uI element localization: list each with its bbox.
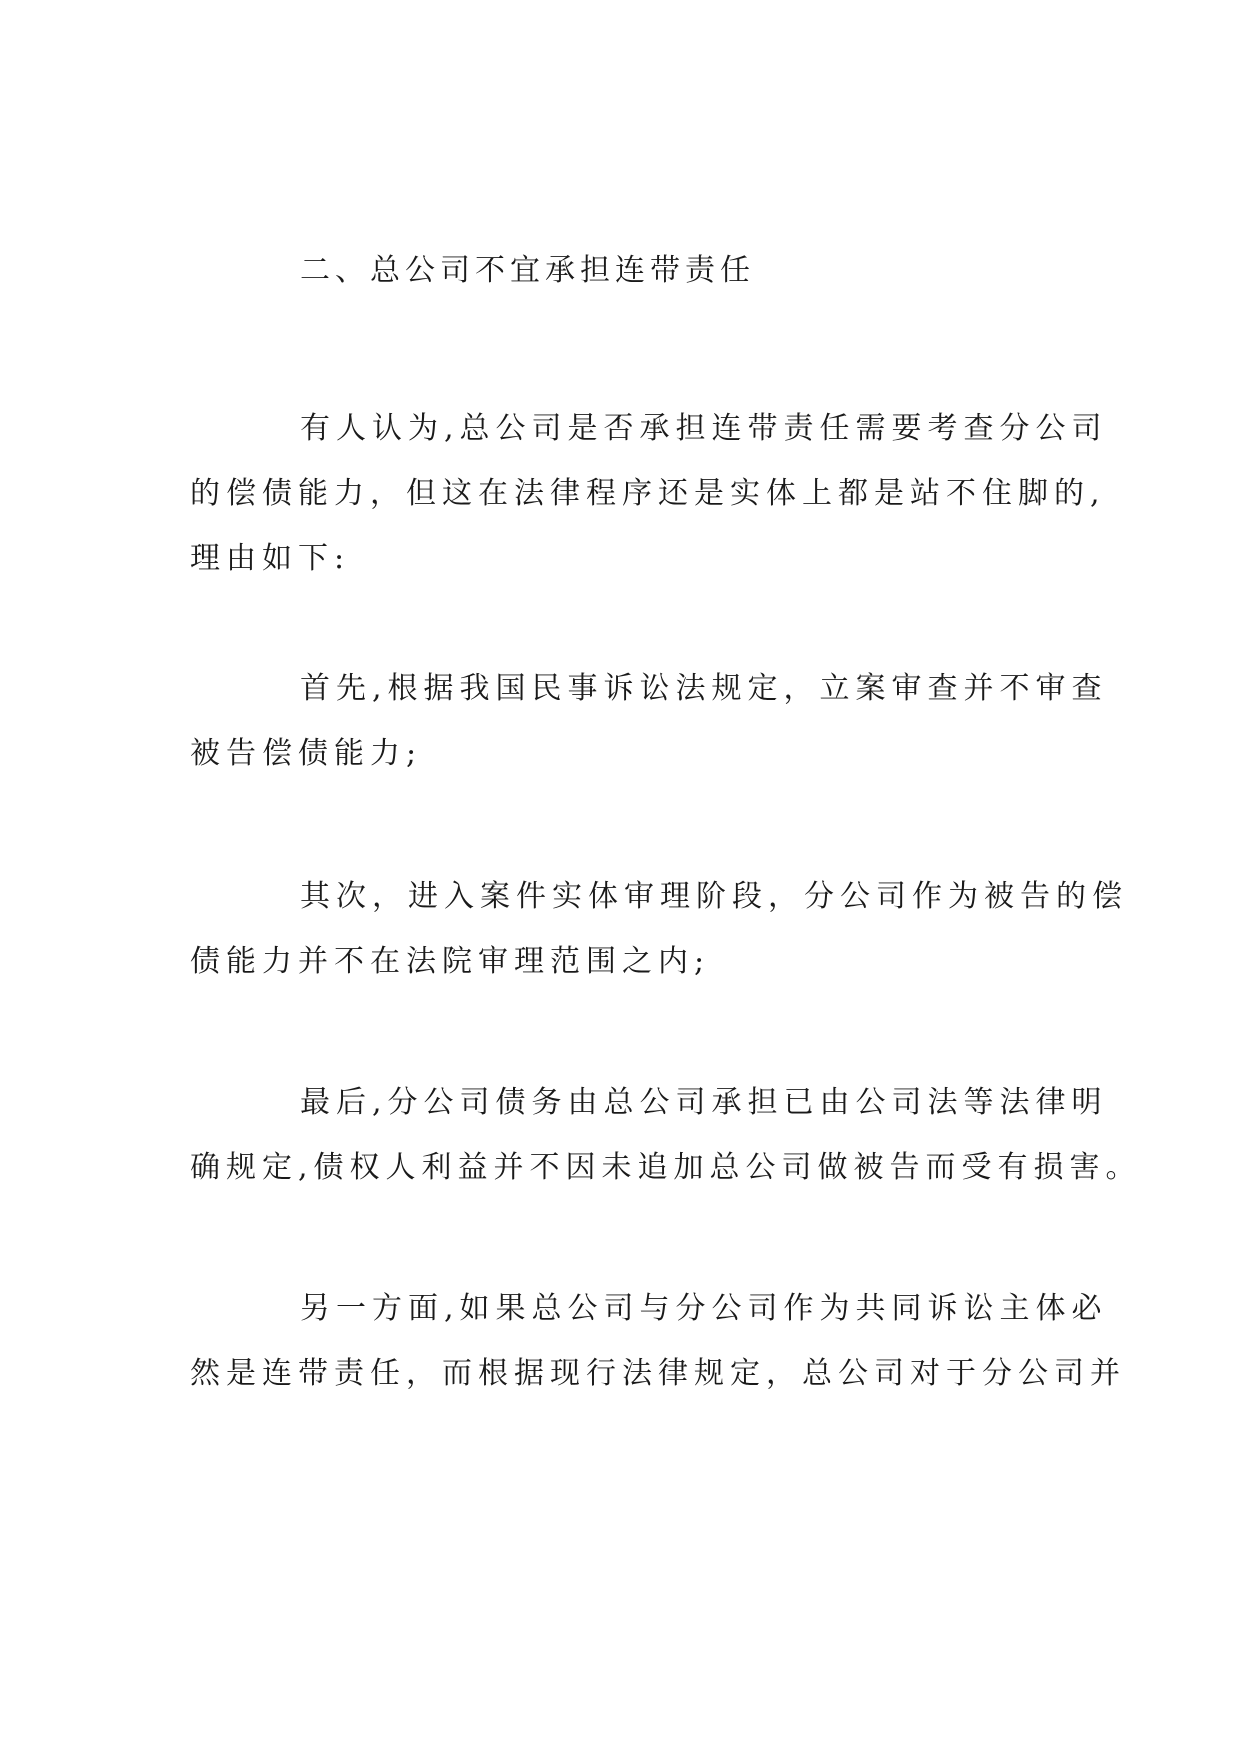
paragraph-2	[190, 656, 1108, 786]
paragraph-line: 理由如下:	[190, 541, 351, 576]
paragraph-line: 首先,根据我国民事诉讼法规定，立案审查并不审查	[300, 671, 1108, 706]
paragraph-line: 其次，进入案件实体审理阶段，分公司作为被告的偿	[300, 879, 1128, 914]
paragraph-1	[190, 396, 1108, 591]
paragraph-5	[190, 1276, 1126, 1406]
paragraph-3	[190, 864, 1128, 994]
paragraph-line: 确规定,债权人利益并不因未追加总公司做被告而受有损害。	[190, 1150, 1142, 1185]
paragraph-line: 有人认为,总公司是否承担连带责任需要考查分公司	[300, 411, 1108, 446]
paragraph-4	[190, 1070, 1142, 1200]
paragraph-line: 的偿债能力，但这在法律程序还是实体上都是站不住脚的,	[190, 476, 1106, 511]
paragraph-line: 然是连带责任，而根据现行法律规定，总公司对于分公司并	[190, 1356, 1126, 1391]
paragraph-line: 另一方面,如果总公司与分公司作为共同诉讼主体必	[300, 1291, 1108, 1326]
section-heading: 二、总公司不宜承担连带责任	[300, 253, 755, 288]
paragraph-line: 最后,分公司债务由总公司承担已由公司法等法律明	[300, 1085, 1108, 1120]
paragraph-line: 被告偿债能力;	[190, 736, 423, 771]
paragraph-line: 债能力并不在法院审理范围之内;	[190, 944, 711, 979]
